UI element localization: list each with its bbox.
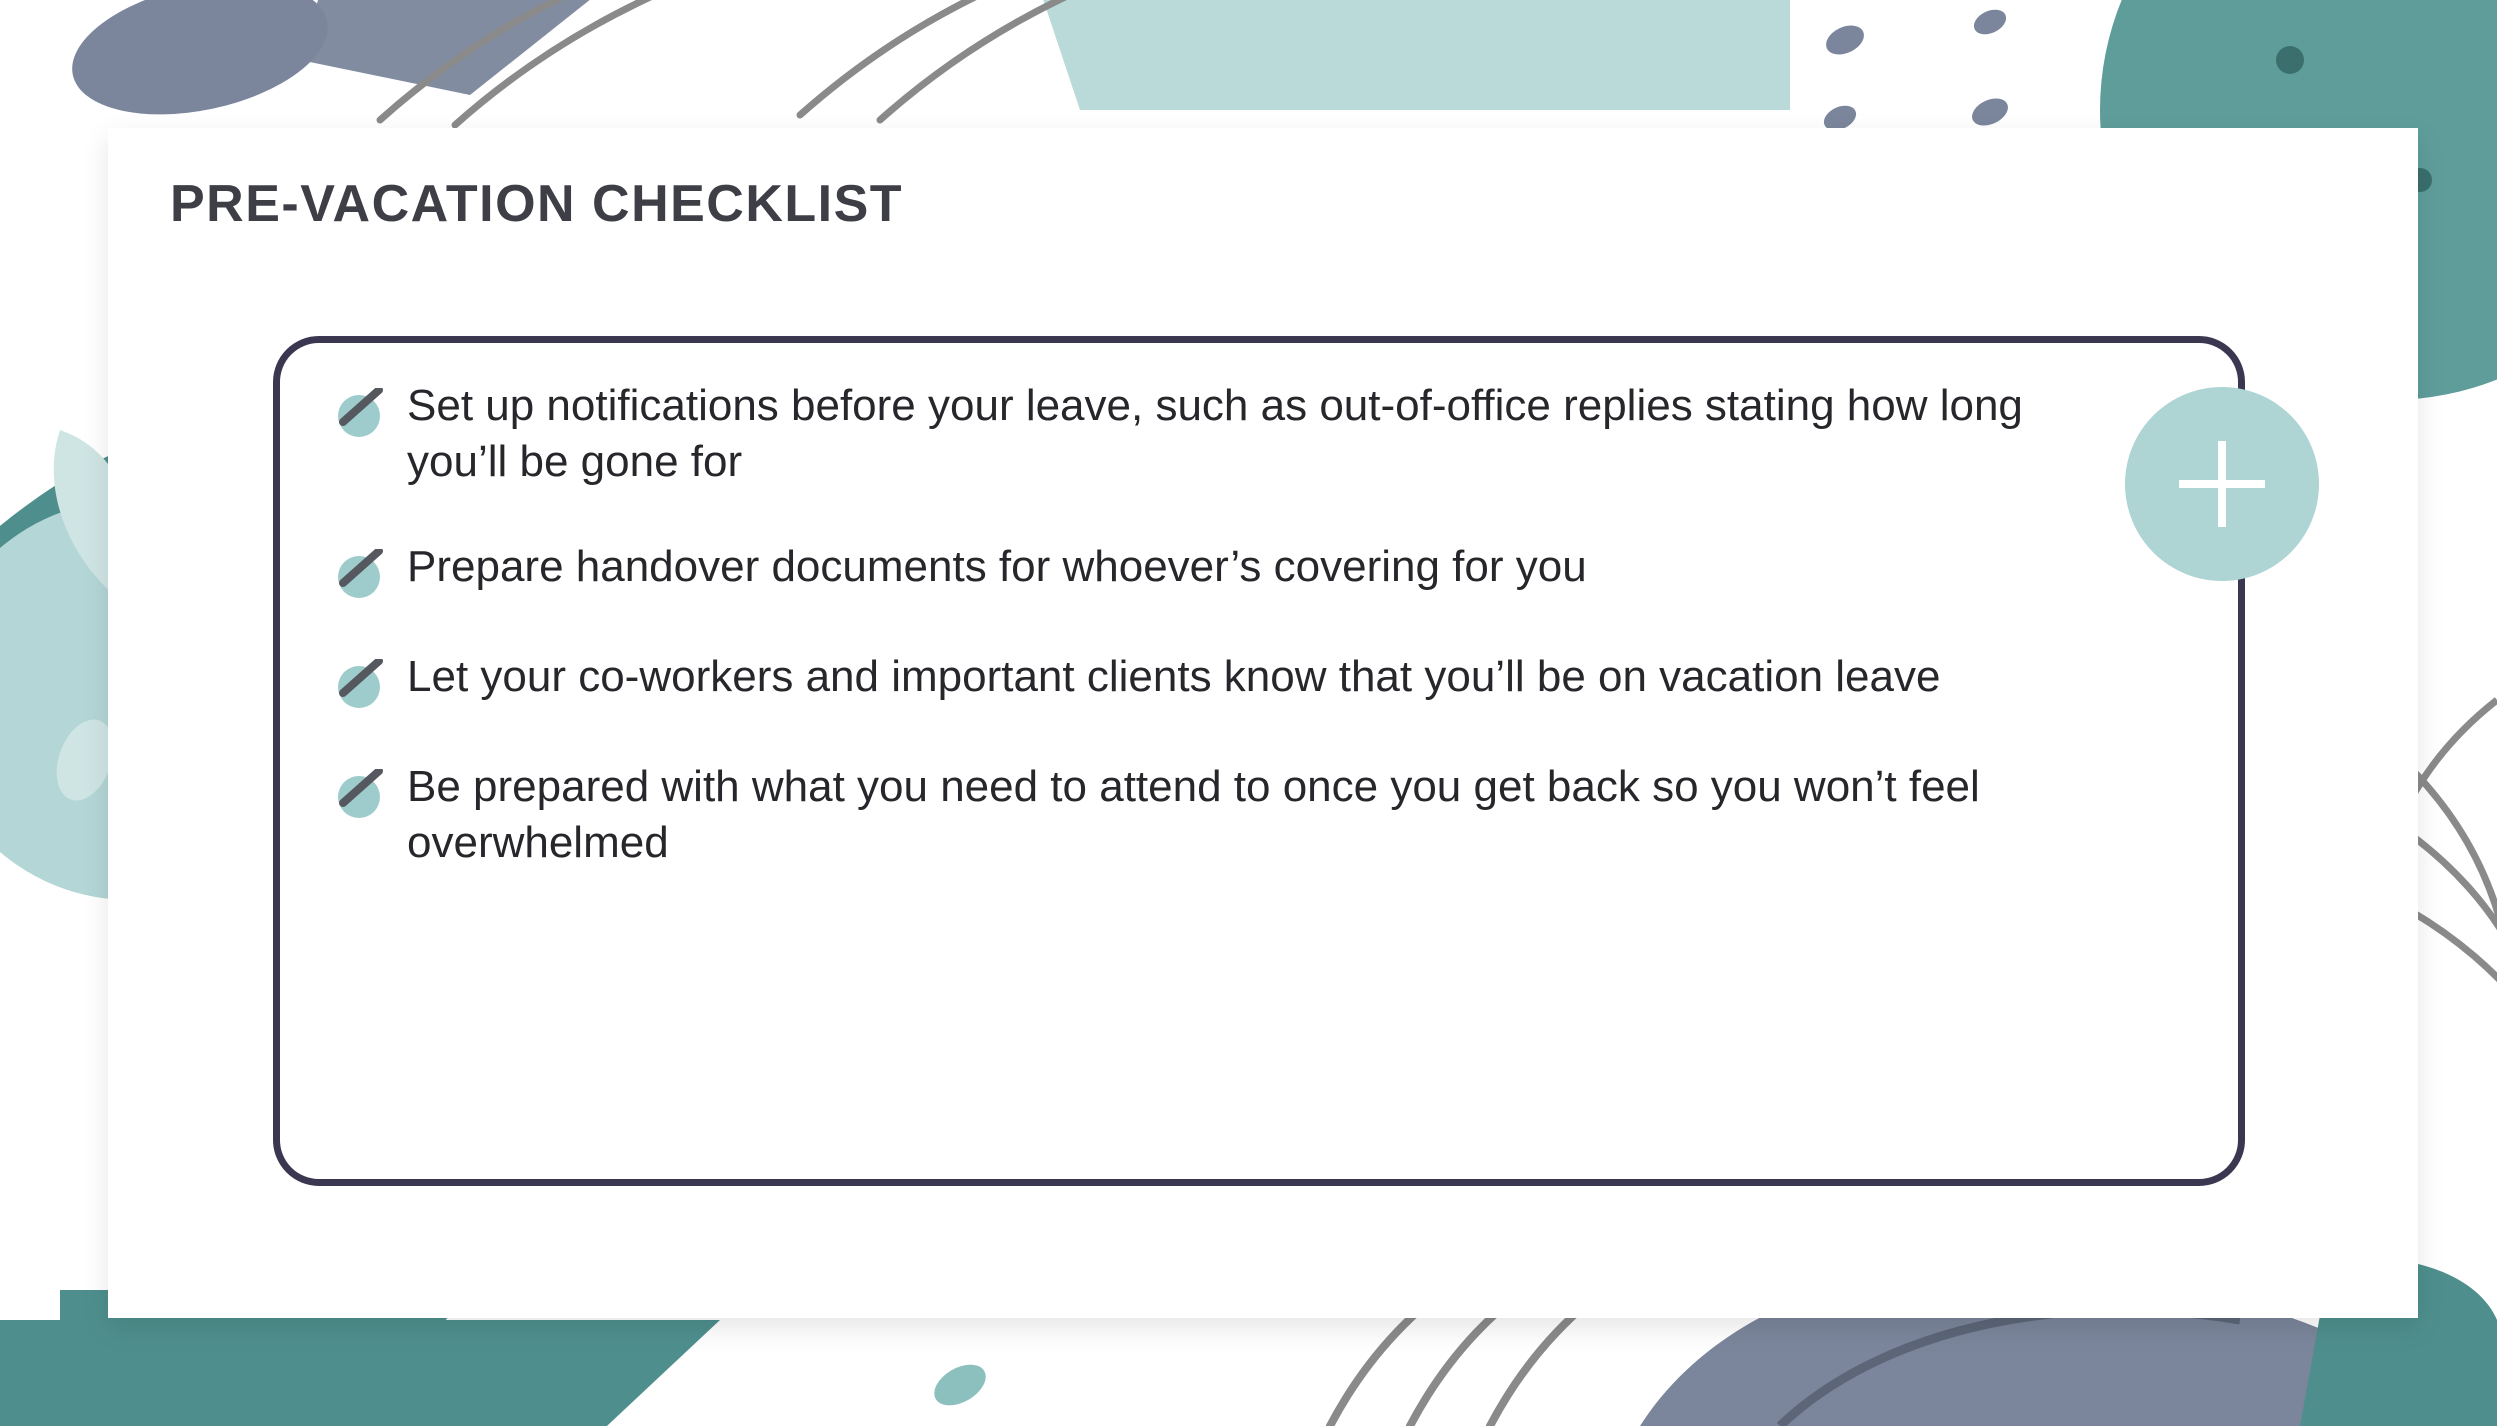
check-mark-icon bbox=[333, 659, 385, 711]
page-title: PRE-VACATION CHECKLIST bbox=[170, 175, 904, 233]
list-item-label: Be prepared with what you need to attend to once you get back so you won’t feel overwhelmed bbox=[407, 761, 1980, 867]
add-button[interactable] bbox=[2125, 387, 2319, 581]
list-item-label: Prepare handover documents for whoever’s covering for you bbox=[407, 541, 1587, 591]
shape-dot-a bbox=[2276, 46, 2304, 74]
plus-icon bbox=[2167, 429, 2277, 539]
list-item[interactable] bbox=[333, 649, 2073, 711]
check-mark-icon bbox=[333, 769, 385, 821]
shape-top-slab bbox=[1030, 0, 1790, 110]
list-item[interactable] bbox=[333, 539, 2073, 601]
check-mark-icon bbox=[333, 388, 385, 440]
content-card bbox=[108, 128, 2418, 1318]
list-item[interactable] bbox=[333, 759, 2073, 872]
checklist bbox=[333, 378, 2073, 871]
list-item-label: Set up notifications before your leave, such as out-of-office replies stating how long you’ll be gone for bbox=[407, 381, 2023, 487]
check-mark-icon bbox=[333, 549, 385, 601]
list-item-label: Let your co-workers and important clients know that you’ll be on vacation leave bbox=[407, 651, 1941, 701]
list-item[interactable] bbox=[333, 378, 2073, 491]
